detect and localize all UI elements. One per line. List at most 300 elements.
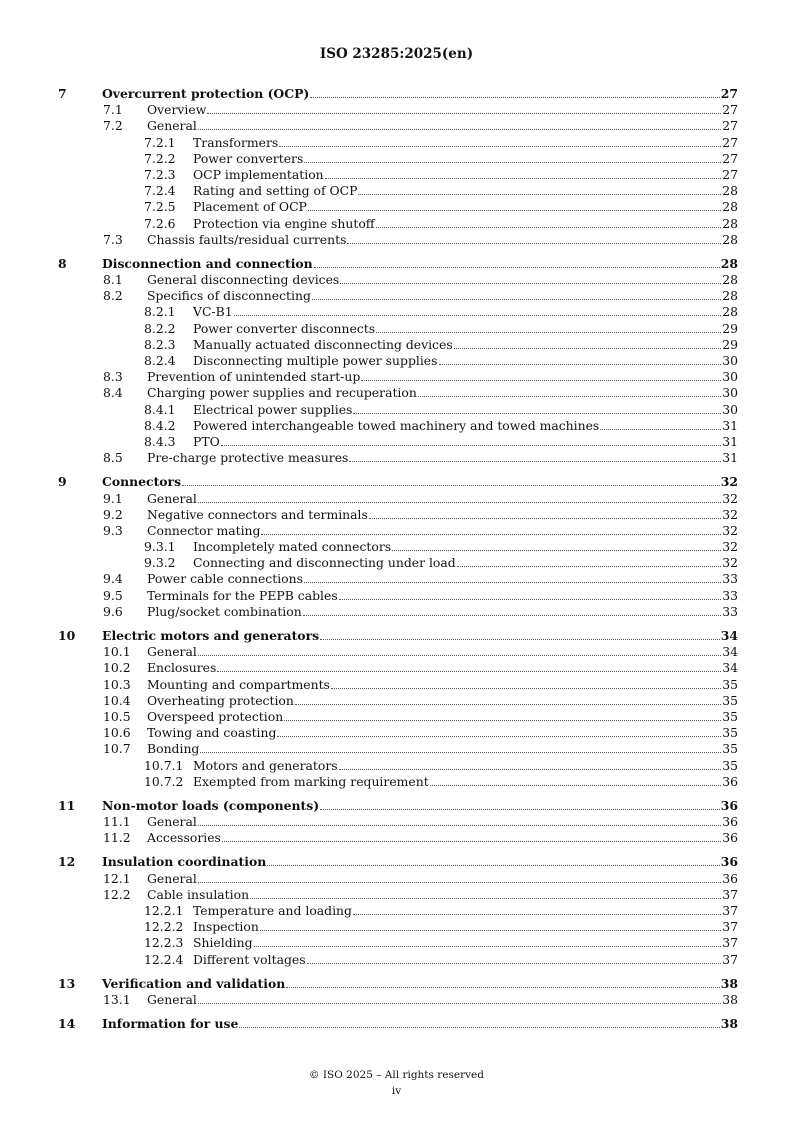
toc-entry-title: Power cable connections [147,571,303,587]
toc-entry-number: 8.2.3 [144,336,176,352]
toc-entry-title: Negative connectors and terminals [147,506,368,522]
toc-entry-page: 32 [722,555,738,571]
toc-entry-page: 33 [722,603,738,619]
toc-entry-number: 8.4 [103,385,123,401]
toc-entry-number: 10.2 [103,660,131,676]
toc-section-entry[interactable] [58,628,738,644]
toc-entry-title: Insulation coordination [102,854,267,870]
toc-entry[interactable] [58,232,738,248]
dot-leader [600,428,721,430]
toc-entry[interactable] [58,288,738,304]
dot-leader [331,687,721,689]
toc-entry[interactable] [58,741,738,757]
toc-entry-page: 36 [722,830,738,846]
toc-entry-number: 10.4 [103,692,131,708]
toc-entry-line [147,871,738,887]
toc-entry[interactable] [58,491,738,507]
toc-entry-title: Terminals for the PEPB cables [147,587,338,603]
toc-section-entry[interactable] [58,976,738,992]
toc-entry-title: Electrical power supplies [193,401,353,417]
toc-entry-line [193,183,738,199]
toc-entry-page: 28 [722,288,738,304]
dot-leader [307,962,722,964]
toc-entry[interactable] [58,199,738,215]
toc-entry-number: 7.3 [103,231,123,247]
toc-entry-title: Cable insulation [147,886,250,902]
toc-entry-page: 32 [722,490,738,506]
toc-entry-title: Enclosures [147,660,217,676]
toc-entry-number: 9.3.1 [144,539,176,555]
toc-entry-line [147,677,738,693]
toc-section [58,1016,738,1032]
toc-entry-title: Exempted from marking requirement [193,773,429,789]
toc-entry-line [147,118,738,134]
toc-entry-title: Overspeed protection [147,708,284,724]
dot-leader [320,638,720,640]
toc-entry-title: PTO [193,433,220,449]
toc-entry-line [147,887,738,903]
toc-entry-title: Pre-charge protective measures [147,450,349,466]
dot-leader [286,986,720,988]
toc-entry[interactable] [58,604,738,620]
toc-entry-title: OCP implementation [193,166,324,182]
toc-entry[interactable] [58,118,738,134]
toc-entry[interactable] [58,151,738,167]
toc-entry[interactable] [58,402,738,418]
toc-entry-title: Connecting and disconnecting under load [193,555,456,571]
toc-entry[interactable] [58,903,738,919]
toc-entry-title: Information for use [102,1016,239,1032]
toc-entry[interactable] [58,167,738,183]
toc-section-entry[interactable] [58,474,738,490]
toc-entry-number: 10 [58,628,76,643]
toc-entry-page: 37 [722,935,738,951]
dot-leader [418,395,721,397]
dot-leader [234,314,722,316]
toc-entry-line [102,474,738,490]
toc-entry[interactable] [58,830,738,846]
dot-leader [361,379,721,381]
dot-leader [221,444,721,446]
toc-entry-line [193,402,738,418]
toc-entry-line [102,854,738,870]
toc-entry[interactable] [58,418,738,434]
toc-entry-number: 8.2.4 [144,353,176,368]
document-header: ISO 23285:2025(en) [319,46,474,62]
toc-entry-page: 31 [722,450,738,466]
dot-leader [304,161,721,163]
toc-entry-number: 8.4.2 [144,417,176,433]
toc-entry-number: 10.5 [103,708,131,724]
toc-section [58,474,738,620]
dot-leader [314,266,720,268]
toc-entry-number: 10.7 [103,741,131,757]
dot-leader [198,501,721,503]
toc-entry[interactable] [58,871,738,887]
toc-entry-line [147,604,738,620]
toc-entry-line [147,288,738,304]
toc-entry-page: 31 [722,417,738,433]
toc-entry-title: Overheating protection [147,692,294,708]
toc-entry-number: 12.2 [103,886,131,902]
toc-entry-line [102,798,738,814]
toc-entry[interactable] [58,385,738,401]
toc-entry-title: Overcurrent protection (OCP) [102,86,310,101]
toc-entry-page: 27 [720,86,738,101]
toc-entry[interactable] [58,353,738,369]
toc-entry-page: 30 [722,369,738,385]
dot-leader [430,784,722,786]
toc-entry-page: 27 [722,102,738,118]
toc-entry-title: Electric motors and generators [102,628,320,643]
toc-section [58,798,738,847]
toc-entry-number: 13 [58,975,76,991]
toc-entry[interactable] [58,369,738,385]
toc-entry-page: 37 [722,951,738,967]
dot-leader [339,768,722,770]
dot-leader [358,193,721,195]
toc-entry[interactable] [58,507,738,523]
toc-entry-number: 8.2 [103,288,123,304]
toc-entry[interactable] [58,272,738,288]
toc-entry-line [193,353,738,369]
toc-section-entry[interactable] [58,854,738,870]
toc-entry-number: 8.4.1 [144,401,176,417]
toc-entry-line [193,321,738,337]
toc-entry-page: 35 [722,708,738,724]
dot-leader [200,751,721,753]
toc-entry-line [147,830,738,846]
toc-entry-line [147,741,738,757]
toc-entry-line [147,571,738,587]
toc-entry-page: 28 [722,199,738,215]
toc-entry-page: 35 [722,741,738,757]
toc-entry-number: 10.6 [103,725,131,741]
dot-leader [207,112,721,114]
toc-entry-title: Accessories [147,830,221,846]
toc-entry-number: 7.2.1 [144,134,176,150]
toc-entry-line [193,216,738,232]
toc-entry-page: 29 [722,336,738,352]
toc-entry-page: 32 [722,506,738,522]
toc-entry-line [147,385,738,401]
dot-leader [279,145,721,147]
toc-entry-line [193,919,738,935]
dot-leader [295,703,721,705]
toc-section [58,854,738,967]
toc-entry-page: 30 [722,353,738,368]
dot-leader [198,824,721,826]
toc-entry-title: Shielding [193,935,253,951]
toc-entry-number: 10.3 [103,676,131,692]
toc-entry-line [147,272,738,288]
dot-leader [376,331,721,333]
toc-entry-page: 35 [722,676,738,692]
toc-entry-line [193,774,738,790]
dot-leader [198,881,721,883]
toc-entry[interactable] [58,523,738,539]
toc-entry-number: 9.4 [103,571,123,587]
toc-entry-line [193,199,738,215]
toc-entry-number: 7.2.4 [144,183,176,199]
toc-entry-number: 8 [58,255,67,271]
toc-entry[interactable] [58,588,738,604]
toc-entry-line [193,167,738,183]
toc-entry-page: 37 [722,903,738,918]
toc-entry-line [147,450,738,466]
toc-entry[interactable] [58,887,738,903]
toc-entry-title: Temperature and loading [193,903,352,918]
toc-section [58,976,738,1008]
dot-leader [325,177,722,179]
toc-section-entry[interactable] [58,1016,738,1032]
toc-entry-title: VC-B1 [193,304,233,320]
toc-entry-number: 7.2.3 [144,166,176,182]
toc-entry[interactable] [58,693,738,709]
toc-entry-title: Verification and validation [102,975,286,991]
toc-entry-number: 7.2.5 [144,199,176,215]
toc-entry-number: 8.1 [103,272,123,288]
toc-entry-number: 11 [58,797,76,813]
toc-entry-number: 7.2 [103,118,123,134]
dot-leader [308,209,721,211]
page-footer [0,1067,793,1099]
toc-entry-title: Disconnecting multiple power supplies [193,353,438,368]
toc-entry-page: 28 [722,272,738,288]
toc-entry-page: 37 [722,919,738,935]
toc-entry[interactable] [58,337,738,353]
toc-entry-line [193,135,738,151]
toc-entry-title: Rating and setting of OCP [193,183,358,199]
toc-entry-page: 28 [722,215,738,231]
toc-entry-title: General disconnecting devices [147,272,340,288]
toc-entry-page: 31 [722,433,738,449]
toc-entry-title: Chassis faults/residual currents [147,231,347,247]
copyright-notice: © ISO 2025 – All rights reserved [309,1069,484,1081]
toc-entry-page: 32 [722,522,738,538]
toc-entry-number: 10.7.1 [144,757,184,773]
dot-leader [312,298,721,300]
toc-entry-number: 7.2.2 [144,150,176,166]
toc-entry-title: Specifics of disconnecting [147,288,311,304]
toc-section-entry[interactable] [58,798,738,814]
dot-leader [222,840,721,842]
toc-entry-line [147,507,738,523]
toc-entry-number: 9.6 [103,603,123,619]
toc-entry-title: Overview [147,102,207,118]
toc-entry-number: 10.1 [103,644,131,660]
toc-entry-line [147,644,738,660]
dot-leader [353,913,721,915]
toc-entry[interactable] [58,321,738,337]
toc-entry-title: Power converters [193,150,304,166]
toc-entry-number: 11.2 [103,830,131,846]
toc-entry-number: 8.3 [103,369,123,385]
dot-leader [304,581,721,583]
toc-entry-line [147,693,738,709]
dot-leader [261,533,721,535]
toc-entry-number: 9.1 [103,490,123,506]
toc-entry[interactable] [58,660,738,676]
toc-entry[interactable] [58,725,738,741]
toc-entry[interactable] [58,919,738,935]
toc-entry-line [193,555,738,571]
toc-entry-title: Power converter disconnects [193,320,376,336]
toc-entry[interactable] [58,216,738,232]
toc-entry-number: 12 [58,854,76,870]
toc-entry-title: General [147,118,197,134]
toc-entry-number: 9.3 [103,522,123,538]
toc-entry[interactable] [58,758,738,774]
toc-entry-page: 36 [722,814,738,830]
toc-entry-title: Incompletely mated connectors [193,539,392,555]
toc-entry-page: 28 [722,304,738,320]
toc-entry-number: 8.2.2 [144,320,176,336]
toc-entry-line [102,86,738,102]
dot-leader [260,929,721,931]
toc-entry-page: 27 [722,134,738,150]
toc-entry[interactable] [58,992,738,1008]
toc-entry-title: Connectors [102,474,182,490]
toc-entry[interactable] [58,814,738,830]
toc-entry-page: 27 [722,150,738,166]
dot-leader [340,282,721,284]
toc-entry[interactable] [58,135,738,151]
toc-entry-number: 12.2.4 [144,951,184,967]
toc-entry-title: Charging power supplies and recuperation [147,385,417,401]
toc-entry-page: 28 [722,183,738,199]
toc-entry[interactable] [58,644,738,660]
toc-entry-number: 8.4.3 [144,433,176,449]
toc-entry-title: Placement of OCP [193,199,307,215]
toc-entry-page: 35 [722,757,738,773]
toc-entry-page: 28 [722,231,738,247]
toc-entry[interactable] [58,952,738,968]
dot-leader [277,735,721,737]
dot-leader [284,719,721,721]
toc-entry-number: 7 [58,86,67,101]
toc-entry-line [193,903,738,919]
toc-entry[interactable] [58,304,738,320]
toc-entry-title: Bonding [147,741,200,757]
toc-entry-line [102,628,738,644]
toc-entry-title: General [147,814,197,830]
toc-entry-title: General [147,991,197,1007]
toc-entry-line [147,523,738,539]
dot-leader [182,484,720,486]
dot-leader [376,226,722,228]
dot-leader [339,598,722,600]
toc-entry[interactable] [58,774,738,790]
toc-entry-title: Prevention of unintended start-up [147,369,361,385]
toc-entry-line [147,992,738,1008]
toc-entry-number: 7.1 [103,102,123,118]
dot-leader [347,242,721,244]
dot-leader [250,897,721,899]
toc-entry-line [147,814,738,830]
toc-entry-page: 28 [720,255,738,271]
toc-entry[interactable] [58,539,738,555]
toc-entry[interactable] [58,935,738,951]
toc-entry-number: 8.5 [103,450,123,466]
toc-entry[interactable] [58,434,738,450]
toc-entry[interactable] [58,677,738,693]
toc-entry-page: 36 [722,773,738,789]
toc-entry[interactable] [58,571,738,587]
toc-entry-page: 38 [720,975,738,991]
dot-leader [392,549,721,551]
dot-leader [254,945,722,947]
toc-entry[interactable] [58,709,738,725]
dot-leader [353,412,721,414]
toc-entry-page: 27 [722,166,738,182]
toc-entry-line [193,539,738,555]
toc-entry-title: Motors and generators [193,757,338,773]
toc-entry-line [147,232,738,248]
toc-entry-line [193,935,738,951]
toc-entry-page: 34 [722,644,738,660]
toc-entry-number: 9.2 [103,506,123,522]
toc-entry-title: General [147,644,197,660]
dot-leader [198,128,721,130]
dot-leader [198,1002,721,1004]
dot-leader [457,565,722,567]
toc-entry-page: 35 [722,725,738,741]
toc-entry-line [102,1016,738,1032]
dot-leader [439,363,722,365]
toc-entry-line [193,758,738,774]
toc-entry-number: 10.7.2 [144,773,184,789]
toc-entry-number: 12.2.1 [144,903,184,918]
page-number: iv [391,1085,402,1097]
toc-section [58,86,738,248]
toc-entry-number: 8.2.1 [144,304,176,320]
toc-entry[interactable] [58,183,738,199]
toc-entry-title: Inspection [193,919,259,935]
toc-entry-line [193,304,738,320]
toc-entry-line [147,725,738,741]
toc-entry-line [193,418,738,434]
toc-entry-number: 9.5 [103,587,123,603]
toc-entry-title: Protection via engine shutoff [193,215,375,231]
toc-entry[interactable] [58,102,738,118]
toc-entry-page: 38 [720,1016,738,1032]
toc-entry[interactable] [58,450,738,466]
toc-entry-line [193,337,738,353]
table-of-contents [58,86,738,1040]
toc-entry-title: Plug/socket combination [147,603,302,619]
toc-entry-page: 27 [722,118,738,134]
toc-section-entry[interactable] [58,256,738,272]
toc-entry-number: 12.2.2 [144,919,184,935]
toc-section-entry[interactable] [58,86,738,102]
dot-leader [217,670,721,672]
dot-leader [320,808,720,810]
dot-leader [310,96,719,98]
toc-entry-page: 32 [720,474,738,490]
dot-leader [349,460,721,462]
toc-entry-line [193,151,738,167]
toc-entry-line [102,976,738,992]
toc-entry-number: 7.2.6 [144,215,176,231]
toc-entry-page: 36 [720,854,738,870]
toc-entry-title: Connector mating [147,522,261,538]
toc-entry-line [102,256,738,272]
toc-entry-page: 36 [722,870,738,886]
dot-leader [239,1026,719,1028]
toc-entry-title: Different voltages [193,951,306,967]
toc-entry[interactable] [58,555,738,571]
